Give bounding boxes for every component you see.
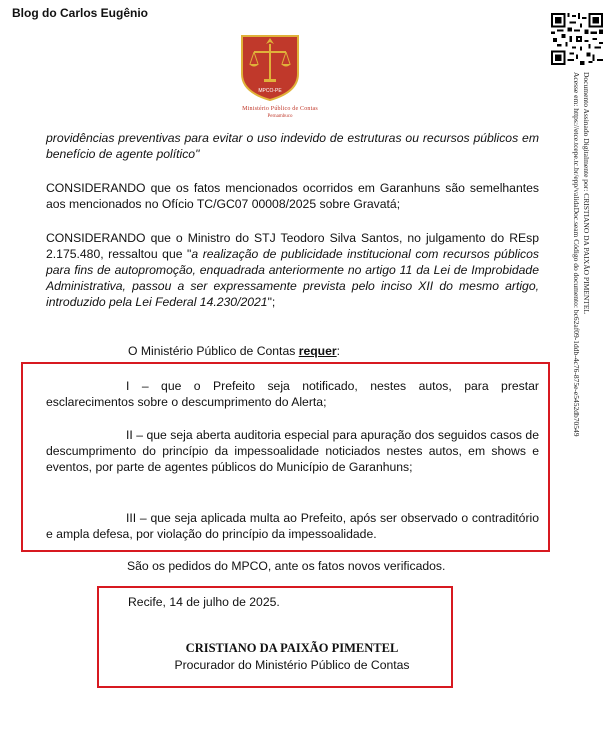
paragraph-considerando-1: CONSIDERANDO que os fatos mencionados ocorridos em Garanhuns são semelhantes aos mencionados no Ofício TC/GC07 00008/2025 sobre Gravatá; bbox=[46, 181, 539, 211]
document-date: Recife, 14 de julho de 2025. bbox=[128, 595, 280, 609]
paragraph-providencias: providências preventivas para evitar o uso indevido de estruturas ou recursos públicos em benefício de agente político" bbox=[46, 131, 539, 161]
request-heading bbox=[128, 344, 340, 358]
request-item-2: II – que seja aberta auditoria especial para apuração dos seguidos casos de descumprimento do princípio da impessoalidade noticiados nestes autos, em shows e eventos, por parte de agentes públicos do Município de Garanhuns; bbox=[46, 428, 539, 474]
considerando-quote: a realização de publicidade institucional com recursos públicos para fins de autopromoção, enquadrada anteriormente no artigo 11 da Lei de Improbidade Administrativa, passou a ser expressamente prevista pelo inciso XII do mesmo artigo, introduzido pela Lei Federal 14.230/2021 bbox=[46, 247, 539, 309]
closing-sentence: São os pedidos do MPCO, ante os fatos novos verificados. bbox=[127, 559, 446, 573]
request-colon: : bbox=[336, 344, 341, 358]
digital-signature-note bbox=[572, 72, 591, 512]
considerando-lead: CONSIDERANDO que o Ministro do STJ Teodoro Silva Santos, no julgamento do REsp 2.175.480, ressaltou que " bbox=[46, 231, 539, 261]
org-subtitle: Pernambuco bbox=[267, 114, 293, 119]
request-item-3: III – que seja aplicada multa ao Prefeito, após ser observado o contraditório e ampla defesa, por violação do princípio da impessoalidade. bbox=[46, 511, 539, 541]
request-word: requer bbox=[298, 344, 337, 358]
signer-role: Procurador do Ministério Público de Contas bbox=[174, 658, 410, 672]
signature-note-line1: Documento Assinado Digitalmente por: CRISTIANO DA PAIXÃO PIMENTEL bbox=[582, 72, 591, 314]
mpco-seal-icon bbox=[238, 30, 302, 102]
seal-caption: MPCO-PE bbox=[258, 88, 282, 94]
paragraph-considerando-2 bbox=[46, 230, 539, 310]
org-name: Ministério Público de Contas bbox=[242, 106, 318, 112]
signer-name: CRISTIANO DA PAIXÃO PIMENTEL bbox=[185, 641, 399, 655]
blog-title: Blog do Carlos Eugênio bbox=[12, 6, 149, 20]
request-item-1: I – que o Prefeito seja notificado, nestes autos, para prestar esclarecimentos sobre o descumprimento do Alerta; bbox=[46, 379, 539, 409]
qr-code[interactable] bbox=[551, 13, 603, 65]
considerando-tail: "; bbox=[267, 295, 276, 309]
signature-note-line2: Acesse em: https://etce.tcepe.tc.br/epp/validaDoc.seam Código do documento: bc62af09-1ddb-4c76-875e-e5452db70549 bbox=[572, 72, 582, 437]
request-lead: O Ministério Público de Contas bbox=[128, 344, 299, 358]
